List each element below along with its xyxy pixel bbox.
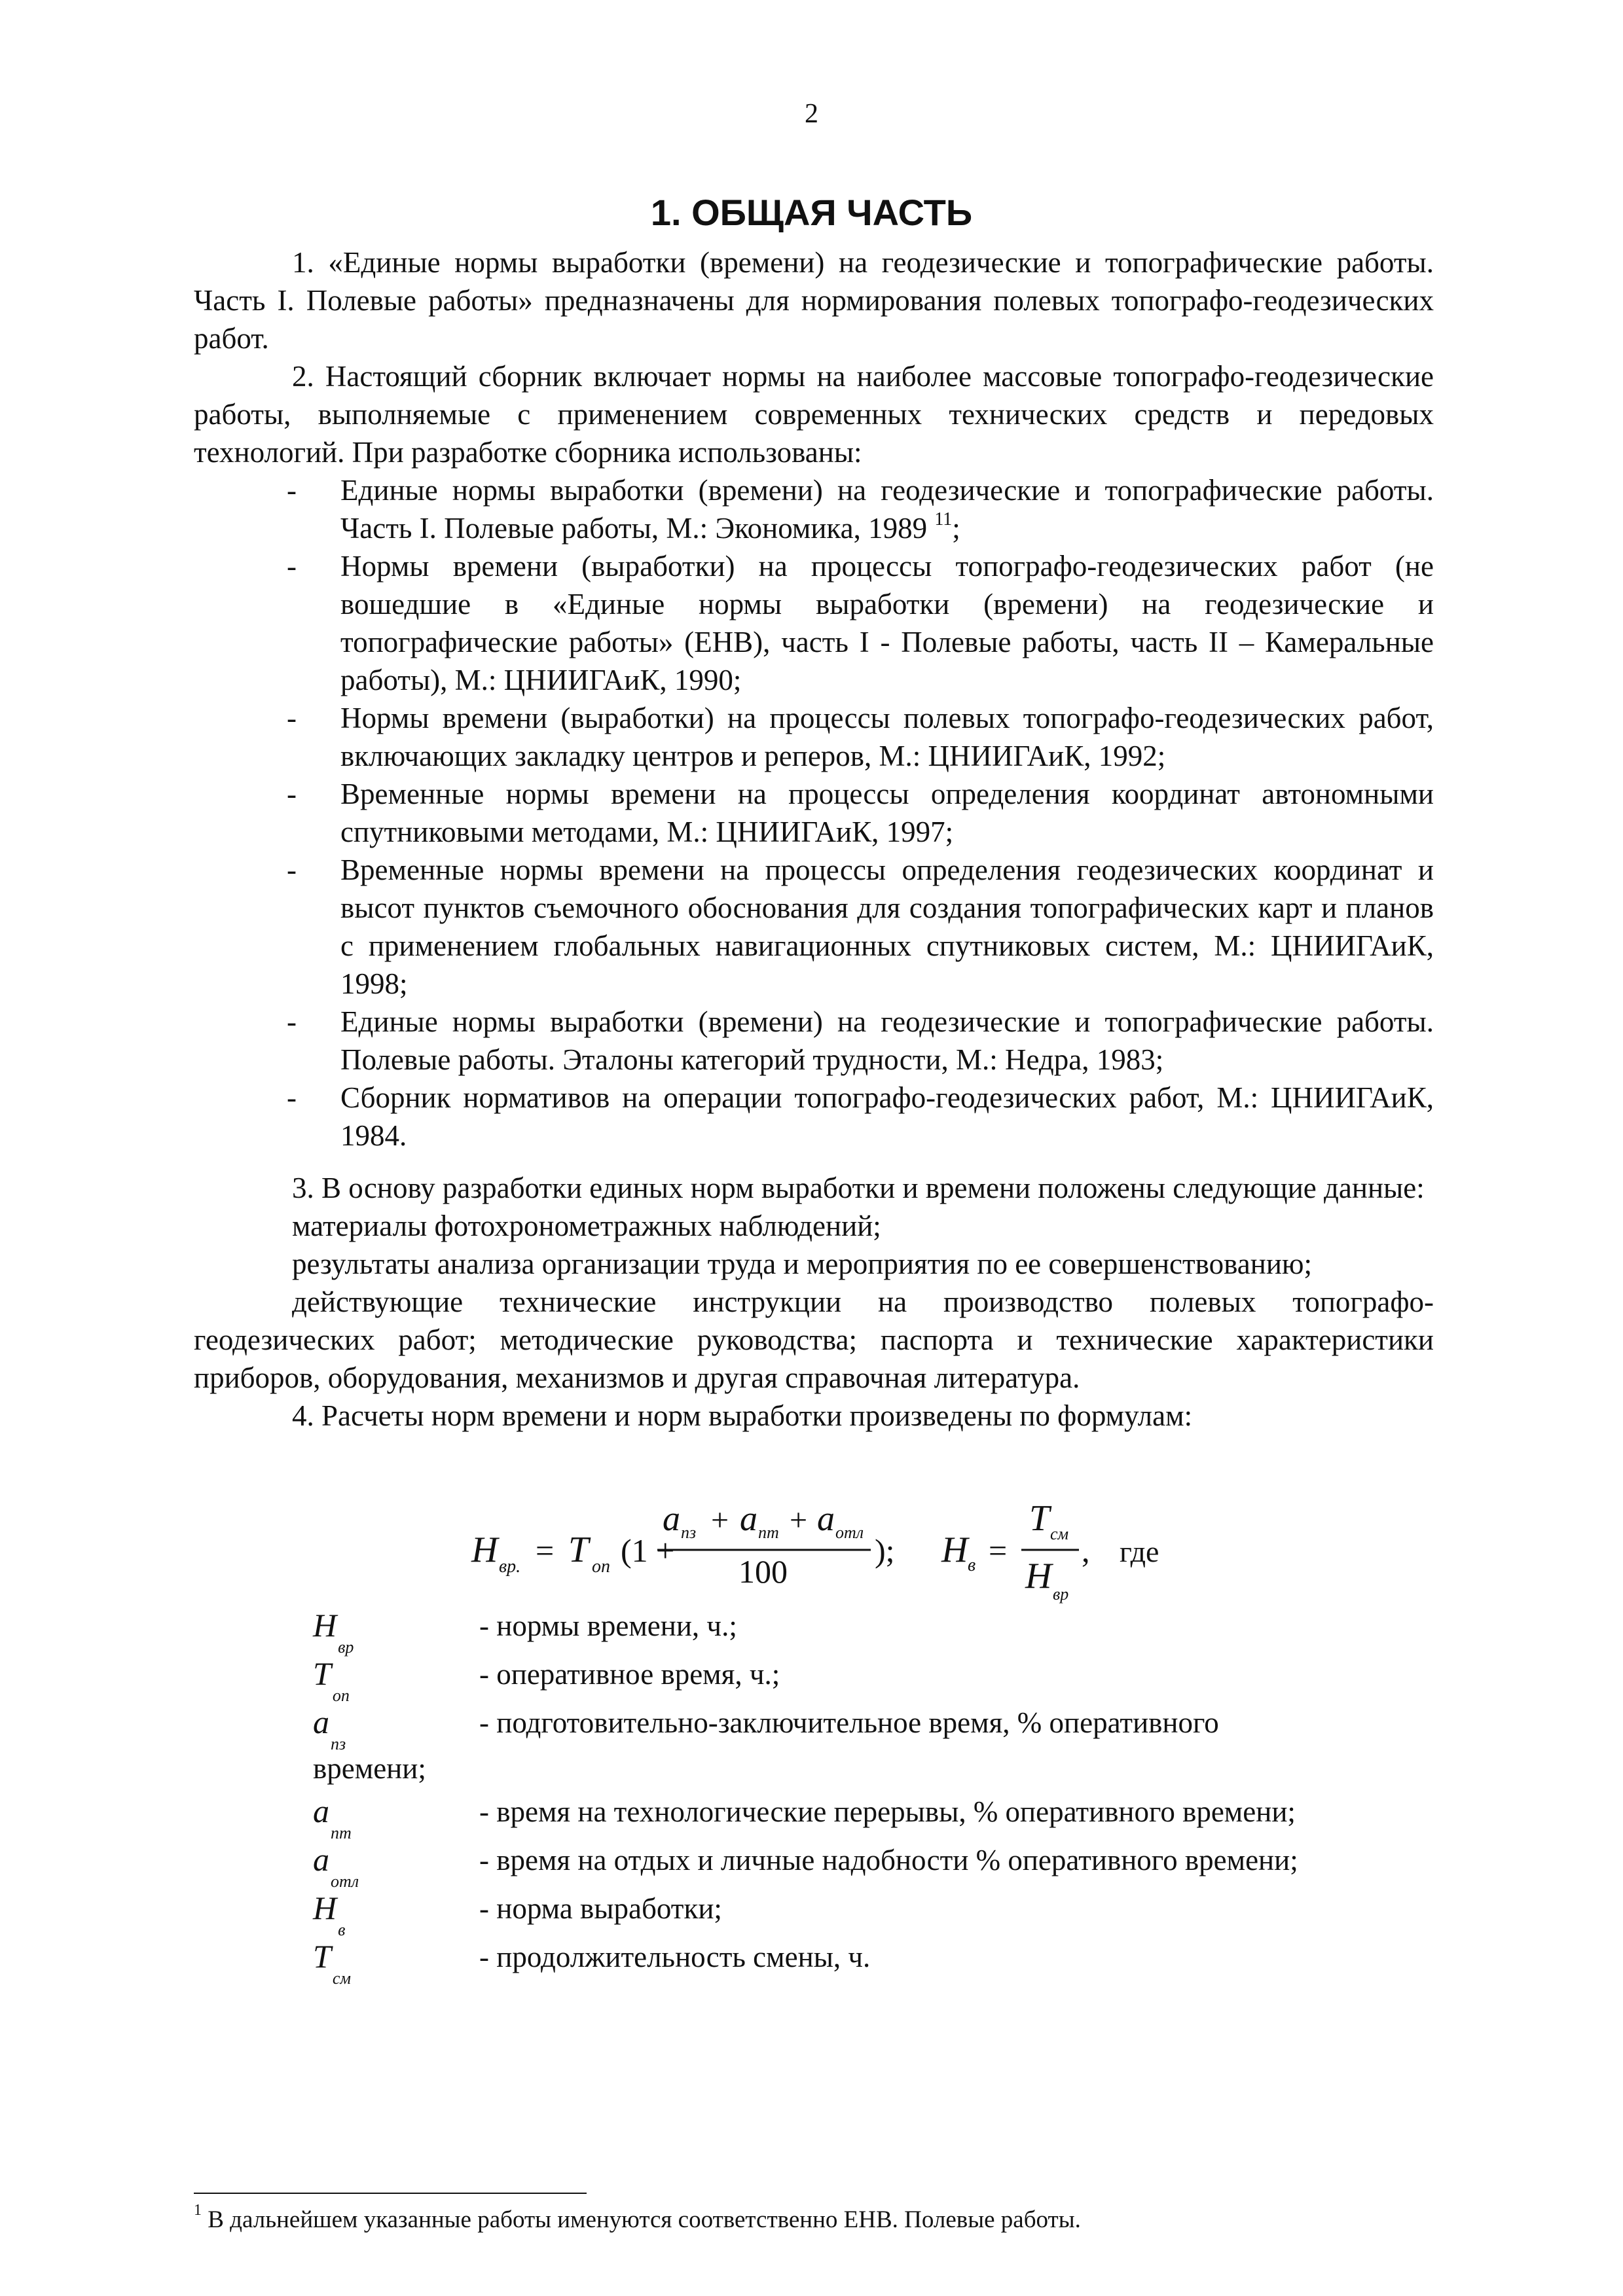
formula-symbol: a <box>817 1499 835 1538</box>
formula-symbol: T <box>568 1530 589 1570</box>
list-item: - Сборник нормативов на операции топографо-геодезических работ, М.: ЦНИИГАиК, 1984. <box>340 1079 1434 1155</box>
formula-equals: = <box>989 1532 1008 1569</box>
formula-close: ); <box>875 1532 895 1569</box>
section-heading: 1. ОБЩАЯ ЧАСТЬ <box>650 192 973 233</box>
formula-subscript: пт <box>758 1523 779 1542</box>
paragraph-4: 4. Расчеты норм времени и норм выработки произведены по формулам: <box>292 1399 1193 1432</box>
definition-row <box>313 1655 1439 1703</box>
formula-subscript: пз <box>681 1523 697 1542</box>
formula-plus: + <box>790 1503 808 1537</box>
formula-symbol: H <box>1025 1556 1052 1596</box>
data-item: результаты анализа организации труда и мероприятия по ее совершенствованию; <box>292 1247 1313 1280</box>
list-item: - Нормы времени (выработки) на процессы полевых топографо-геодезических работ, включающих закладку центров и реперов, М.: ЦНИИГАиК, 1992; <box>340 699 1434 775</box>
formula-subscript: вр <box>1053 1585 1069 1604</box>
footnote-ref: 11 <box>934 509 953 529</box>
definition-wrap-row <box>313 1751 1439 1792</box>
paragraph-1: 1. «Единые нормы выработки (времени) на геодезические и топографические работы. Часть I. Полевые работы» предназначены для нормирования полевых топографо-геодезических работ. <box>194 246 1434 355</box>
definition-row <box>313 1792 1439 1840</box>
formula-symbol: H <box>941 1530 968 1570</box>
page-number: 2 <box>805 99 818 129</box>
formula-comma: , <box>1082 1532 1090 1569</box>
definition-row <box>313 1889 1439 1937</box>
definition-text: - продолжительность смены, ч. <box>479 1941 871 1973</box>
footnote <box>194 2201 1081 2234</box>
list-item: - Единые нормы выработки (времени) на геодезические и топографические работы. Часть I. Полевые работы, М.: Экономика, 1989 $^{11}$; <box>340 471 1434 547</box>
formula-denominator: 100 <box>739 1553 788 1590</box>
list-item: - Единые нормы выработки (времени) на геодезические и топографические работы. Полевые работы. Эталоны категорий трудности, М.: Недра, 1983; <box>340 1003 1434 1079</box>
definition-text: - оперативное время, ч.; <box>479 1658 780 1691</box>
paragraph-2: 2. Настоящий сборник включает нормы на наиболее массовые топографо-геодезические работы, выполняемые с применением современных технических средств и передовых технологий. При разработке сборника использованы: <box>194 360 1434 469</box>
formula-subscript: оп <box>592 1556 610 1577</box>
definition-symbol: $a_{пт}$ <box>313 1793 352 1842</box>
formula-equals: = <box>536 1532 555 1569</box>
footnote-mark: 1 <box>194 2201 202 2219</box>
formula <box>0 1492 1623 1617</box>
list-item: - Нормы времени (выработки) на процессы топографо-геодезических работ (не вошедшие в «Единые нормы выработки (времени) на геодезические и топографические работы» (ЕНВ), часть I - Полевые работы, часть II – Камеральные работы), М.: ЦНИИГАиК, 1990; <box>340 547 1434 699</box>
formula-subscript: см <box>1050 1524 1069 1543</box>
definition-row <box>313 1840 1439 1889</box>
formula-subscript: отл <box>835 1523 864 1542</box>
formula-symbol: a <box>663 1499 680 1538</box>
definition-row <box>313 1937 1439 1986</box>
definition-symbol: $a_{отл}$ <box>313 1841 359 1891</box>
definition-row <box>313 1606 1439 1655</box>
formula-symbol: H <box>471 1530 498 1570</box>
definition-text: - норма выработки; <box>479 1892 722 1925</box>
list-item: - Временные нормы времени на процессы определения координат автономными спутниковыми методами, М.: ЦНИИГАиК, 1997; <box>340 775 1434 851</box>
definition-symbol: $T_{см}$ <box>313 1938 351 1988</box>
definition-text: - нормы времени, ч.; <box>479 1609 737 1642</box>
definition-row <box>313 1703 1439 1751</box>
definition-symbol: $H_в$ <box>313 1890 346 1939</box>
sources-list <box>194 471 1434 1155</box>
definition-text: - время на отдых и личные надобности % оперативного времени; <box>479 1844 1298 1876</box>
definition-symbol: $a_{пз}$ <box>313 1704 346 1753</box>
footnote-separator <box>194 2193 587 2194</box>
definition-symbol: $T_{оп}$ <box>313 1655 350 1705</box>
data-item: материалы фотохронометражных наблюдений; <box>292 1210 881 1242</box>
formula-where: где <box>1120 1535 1159 1568</box>
formula-symbol: T <box>1029 1498 1050 1539</box>
formula-open: (1 + <box>621 1532 675 1569</box>
definition-text: - подготовительно-заключительное время, % оперативного <box>479 1706 1219 1739</box>
definitions-list <box>313 1606 1439 1986</box>
footnote-text: В дальнейшем указанные работы именуются соответственно ЕНВ. Полевые работы. <box>208 2206 1081 2233</box>
list-item: - Временные нормы времени на процессы определения геодезических координат и высот пунктов съемочного обоснования для создания топографических карт и планов с применением глобальных навигационных спутниковых систем, М.: ЦНИИГАиК, 1998; <box>340 851 1434 1003</box>
paragraph-3: 3. В основу разработки единых норм выработки и времени положены следующие данные: <box>292 1172 1425 1204</box>
formula-subscript: вр. <box>499 1556 521 1577</box>
formula-plus: + <box>711 1503 729 1537</box>
document-body <box>194 243 1434 1435</box>
definition-text: - время на технологические перерывы, % оперативного времени; <box>479 1795 1296 1828</box>
formula-symbol: a <box>740 1499 757 1538</box>
definition-text-continued: времени; <box>313 1752 426 1785</box>
data-item: действующие технические инструкции на производство полевых топографо-геодезических работ; методические руководства; паспорта и технические характеристики приборов, оборудования, механизмов и другая справочная литература. <box>194 1285 1434 1394</box>
definition-symbol: $H_{вр}$ <box>313 1607 354 1657</box>
formula-subscript: в <box>968 1555 976 1575</box>
